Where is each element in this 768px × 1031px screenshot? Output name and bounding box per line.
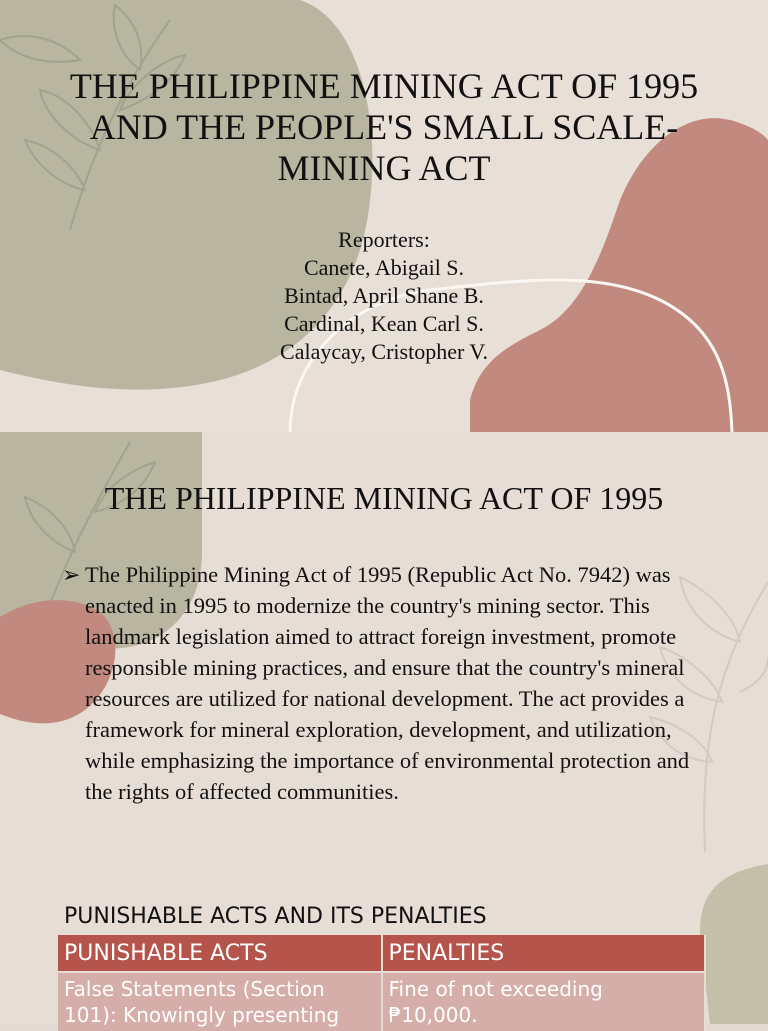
bullet-item	[62, 559, 702, 807]
decorative-shapes	[0, 0, 768, 432]
bullet-text: The Philippine Mining Act of 1995 (Republic Act No. 7942) was enacted in 1995 to modernize the country's mining sector. This landmark legislation aimed to attract foreign investment, promote responsible mining practices, and ensure that the country's mineral resources are utilized for national development. The act provides a framework for mineral exploration, development, and utilization, while emphasizing the importance of environmental protection and the rights of affected communities.	[85, 562, 690, 804]
reporters-label: Reporters:	[338, 227, 430, 252]
section-heading: THE PHILIPPINE MINING ACT OF 1995	[104, 480, 664, 516]
reporters-list	[184, 226, 584, 366]
table-header-row	[58, 935, 705, 972]
column-header: PENALTIES	[382, 935, 706, 972]
slide-title-heading: THE PHILIPPINE MINING ACT OF 1995 AND THE PEOPLE'S SMALL SCALE-MINING ACT	[69, 66, 699, 188]
table-cell: False Statements (Section 101): Knowingly presenting	[58, 972, 382, 1031]
reporter-name: Canete, Abigail S.	[303, 255, 465, 280]
reporter-name: Calaycay, Cristopher V.	[280, 339, 488, 364]
reporter-name: Cardinal, Kean Carl S.	[284, 311, 484, 336]
reporter-name: Bintad, April Shane B.	[284, 283, 484, 308]
column-header: PUNISHABLE ACTS	[58, 935, 382, 972]
table-row	[58, 972, 705, 1031]
arrow-bullet-icon: ➢	[62, 562, 81, 587]
slide-title	[0, 0, 768, 432]
penalties-heading: PUNISHABLE ACTS AND ITS PENALTIES	[64, 904, 487, 929]
penalties-table	[58, 935, 706, 1031]
table-cell: Fine of not exceeding ₱10,000.	[382, 972, 706, 1031]
